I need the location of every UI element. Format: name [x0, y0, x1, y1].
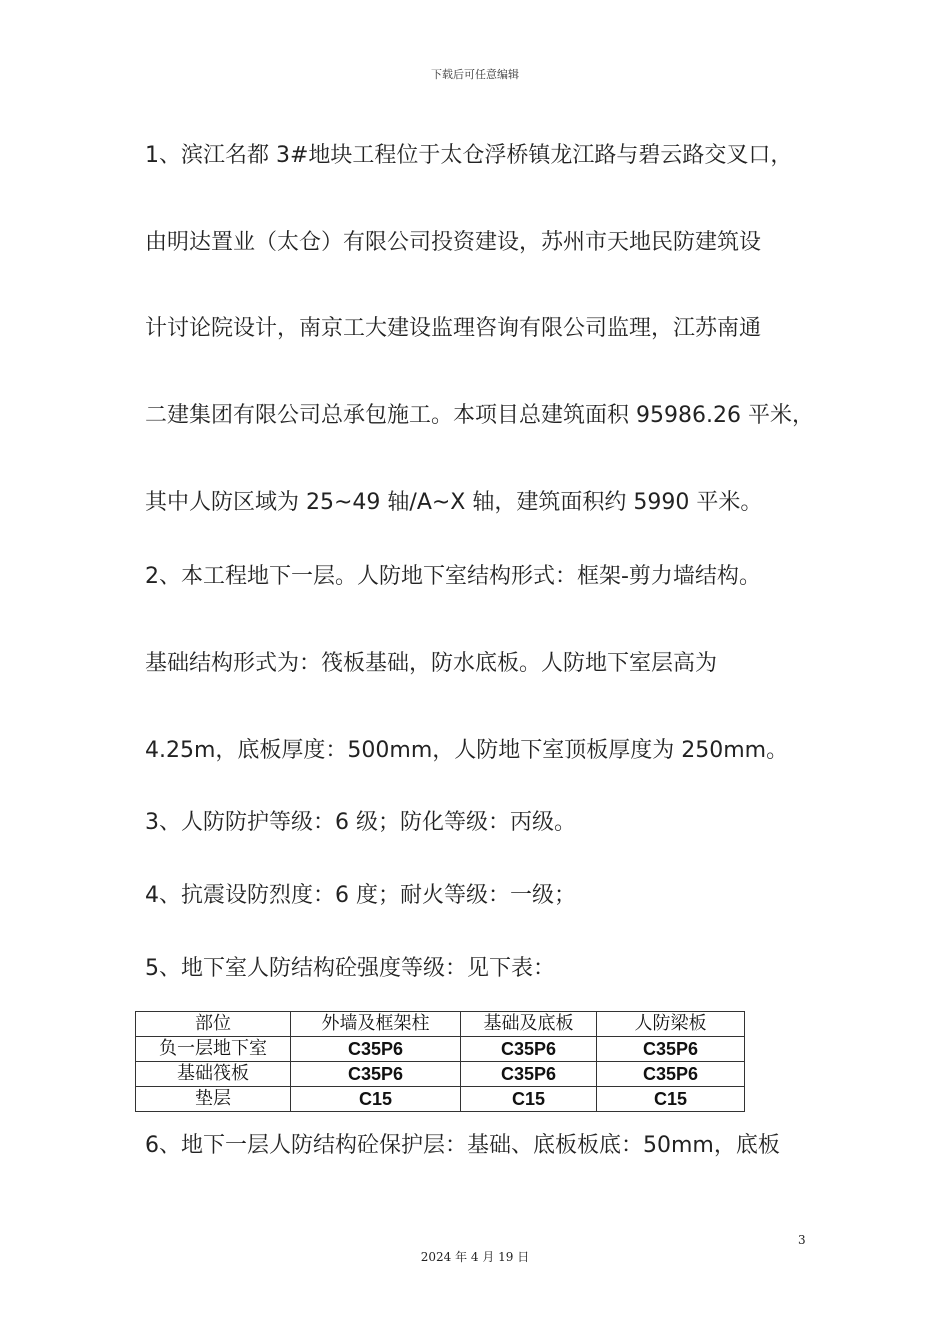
table-cell: C15: [291, 1087, 461, 1112]
table-cell: C15: [461, 1087, 597, 1112]
paragraph-line: 5、地下室人防结构砼强度等级：见下表：: [145, 956, 555, 981]
page-header: 下载后可任意编辑: [431, 68, 519, 81]
paragraph-line: 2、本工程地下一层。人防地下室结构形式：框架-剪力墙结构。: [145, 564, 761, 589]
paragraph-line: 4、抗震设防烈度：6 度；耐火等级：一级；: [145, 883, 576, 908]
table-header-cell: 外墙及框架柱: [291, 1012, 461, 1037]
table-header-cell: 人防梁板: [597, 1012, 745, 1037]
table-cell: C15: [597, 1087, 745, 1112]
paragraph-line: 6、地下一层人防结构砼保护层：基础、底板板底：50mm，底板: [145, 1133, 780, 1158]
paragraph-line: 二建集团有限公司总承包施工。本项目总建筑面积 95986.26 平米，: [145, 403, 814, 428]
paragraph-line: 计讨论院设计，南京工大建设监理咨询有限公司监理，江苏南通: [145, 316, 762, 341]
paragraph-line: 其中人防区域为 25~49 轴/A~X 轴，建筑面积约 5990 平米。: [145, 490, 763, 515]
page-number: 3: [798, 1233, 806, 1247]
paragraph-line: 由明达置业（太仓）有限公司投资建设，苏州市天地民防建筑设: [145, 230, 762, 255]
table-cell: 垫层: [136, 1087, 291, 1112]
table-cell: C35P6: [461, 1062, 597, 1087]
table-cell: 基础筏板: [136, 1062, 291, 1087]
table-cell: C35P6: [461, 1037, 597, 1062]
table-cell: 负一层地下室: [136, 1037, 291, 1062]
table-cell: C35P6: [597, 1037, 745, 1062]
table-cell: C35P6: [291, 1062, 461, 1087]
table-row: [136, 1087, 745, 1112]
paragraph-line: 3、人防防护等级：6 级；防化等级：丙级。: [145, 810, 576, 835]
concrete-grade-table: [135, 1011, 745, 1112]
table-row: [136, 1062, 745, 1087]
table-cell: C35P6: [597, 1062, 745, 1087]
paragraph-line: 4.25m，底板厚度：500mm，人防地下室顶板厚度为 250mm。: [145, 738, 789, 763]
paragraph-line: 基础结构形式为：筏板基础，防水底板。人防地下室层高为: [145, 651, 718, 676]
table-row: [136, 1037, 745, 1062]
paragraph-line: 1、滨江名都 3#地块工程位于太仓浮桥镇龙江路与碧云路交叉口，: [145, 143, 793, 168]
table-header-cell: 基础及底板: [461, 1012, 597, 1037]
table-cell: C35P6: [291, 1037, 461, 1062]
table-header-row: [136, 1012, 745, 1037]
table-header-cell: 部位: [136, 1012, 291, 1037]
page-footer-date: 2024 年 4 月 19 日: [420, 1250, 530, 1264]
